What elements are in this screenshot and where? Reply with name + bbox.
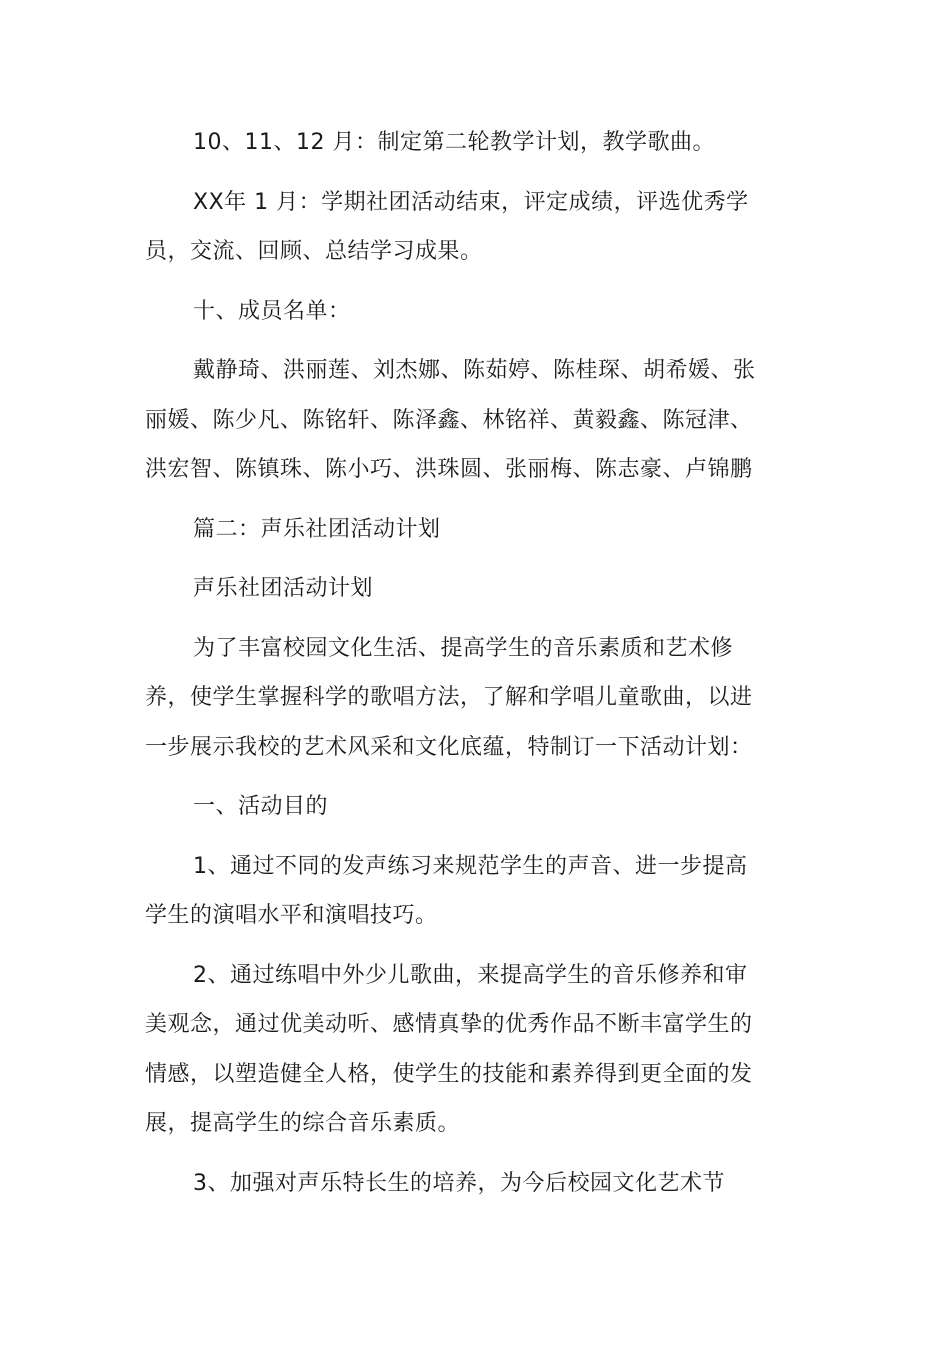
section-heading-members: 十、成员名单： [193, 298, 351, 324]
section-heading-purpose: 一、活动目的 [193, 794, 329, 819]
paragraph-purpose-2: 2、通过练唱中外少儿歌曲，来提高学生的音乐修养和审美观念，通过优美动听、感情真挚的优秀作品不断丰富学生的情感，以塑造健全人格，使学生的技能和素养得到更全面的发展，提高学生的综合音乐素质。 [145, 962, 753, 1136]
paragraph-purpose-3: 3、加强对声乐特长生的培养，为今后校园文化艺术节 [193, 1170, 725, 1196]
paragraph-member-list: 戴静琦、洪丽莲、刘杰娜、陈茹婷、陈桂琛、胡希媛、张丽媛、陈少凡、陈铭轩、陈泽鑫、林铭祥、黄毅鑫、陈冠津、洪宏智、陈镇珠、陈小巧、洪珠圆、张丽梅、陈志豪、卢锦鹏 [145, 358, 756, 482]
paragraph-purpose-1: 1、通过不同的发声练习来规范学生的声音、进一步提高学生的演唱水平和演唱技巧。 [145, 853, 748, 928]
paragraph-schedule-jan: XX年 1 月：学期社团活动结束，评定成绩，评选优秀学员，交流、回顾、总结学习成果。 [145, 189, 749, 264]
chapter-heading-part-two: 篇二：声乐社团活动计划 [193, 516, 441, 542]
paragraph-schedule-oct-dec: 10、11、12 月：制定第二轮教学计划，教学歌曲。 [193, 130, 715, 155]
document-body [145, 118, 765, 1218]
paragraph-introduction: 为了丰富校园文化生活、提高学生的音乐素质和艺术修养，使学生掌握科学的歌唱方法，了解和学唱儿童歌曲，以进一步展示我校的艺术风采和文化底蕴，特制订一下活动计划： [145, 635, 753, 760]
document-subtitle: 声乐社团活动计划 [193, 576, 374, 601]
